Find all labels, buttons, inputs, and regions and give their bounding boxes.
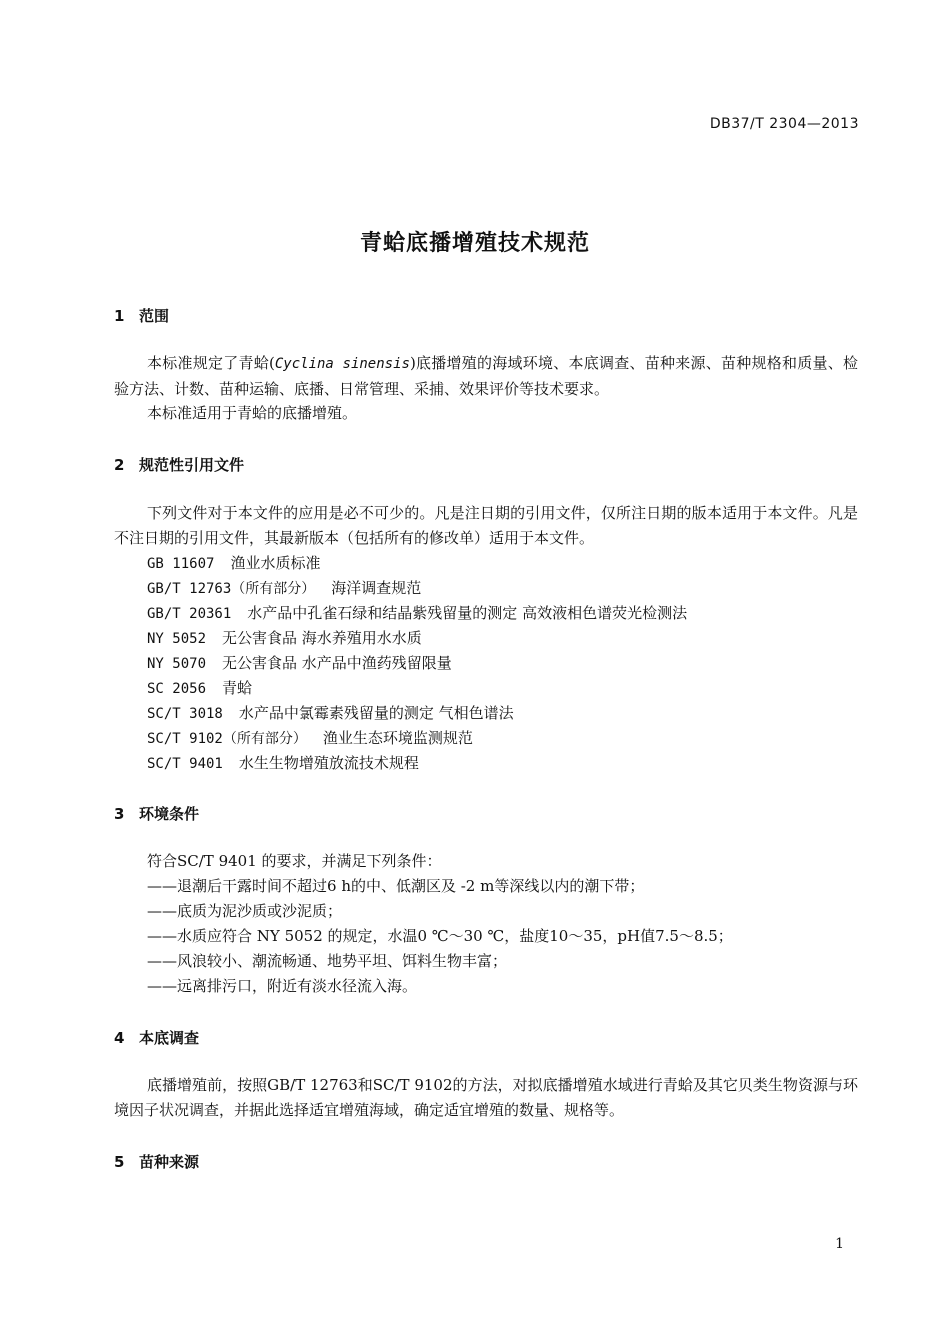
reference-item	[147, 676, 252, 702]
text-run: )底播增殖的海域环境、本底调查、苗种来源、苗种规格和质量、检验方法、计数、苗种运输、底播、日常管理、采捕、效果评价等技术要求。	[114, 354, 858, 398]
list-item: ——退潮后干露时间不超过6 h的中、低潮区及 -2 m等深线以内的潮下带；	[147, 877, 645, 895]
reference-title: 渔业生态环境监测规范	[322, 729, 473, 747]
reference-item	[147, 551, 320, 577]
paragraph: 底播增殖前，按照GB/T 12763和SC/T 9102的方法，对拟底播增殖水域进行青蛤及其它贝类生物资源与环境因子状况调查，并据此选择适宜增殖海域，确定适宜增殖的数量、规格等。	[114, 1076, 858, 1119]
section-number: 2	[114, 456, 125, 474]
paragraph: 符合SC/T 9401 的要求，并满足下列条件：	[147, 852, 442, 870]
list-item: ——水质应符合 NY 5052 的规定，水温0 ℃～30 ℃，盐度10～35，pH值7.5～8.5；	[147, 927, 733, 945]
text-run: 本标准规定了青蛤(	[147, 354, 275, 372]
section-title: 范围	[139, 307, 170, 325]
reference-title: 水产品中氯霉素残留量的测定 气相色谱法	[238, 704, 514, 722]
reference-code: SC/T 3018	[147, 706, 223, 722]
reference-code: SC/T 9401	[147, 756, 223, 772]
section-number: 1	[114, 307, 125, 325]
section-number: 5	[114, 1153, 125, 1171]
reference-item	[147, 751, 419, 777]
reference-item	[147, 626, 422, 652]
reference-title: 水产品中孔雀石绿和结晶紫残留量的测定 高效液相色谱荧光检测法	[247, 604, 688, 622]
list-item: ——底质为泥沙质或沙泥质；	[147, 902, 343, 920]
reference-title: 渔业水质标准	[230, 554, 321, 572]
page-number: 1	[835, 1236, 844, 1252]
standard-number: DB37/T 2304—2013	[709, 116, 859, 132]
section-title: 环境条件	[139, 805, 200, 823]
list-item: ——风浪较小、潮流畅通、地势平坦、饵料生物丰富；	[147, 952, 508, 970]
reference-title: 无公害食品 水产品中渔药残留限量	[222, 654, 452, 672]
paragraph	[114, 351, 858, 402]
section-heading	[114, 1151, 199, 1172]
paragraph: 本标准适用于青蛤的底播增殖。	[147, 404, 358, 422]
section-title: 苗种来源	[139, 1153, 200, 1171]
latin-name: Cyclina sinensis	[274, 356, 410, 372]
reference-item	[147, 576, 421, 602]
reference-item	[147, 701, 514, 727]
reference-item	[147, 651, 452, 677]
section-number: 4	[114, 1029, 125, 1047]
reference-title: 水生生物增殖放流技术规程	[238, 754, 419, 772]
reference-title: 无公害食品 海水养殖用水水质	[222, 629, 422, 647]
list-item: ——远离排污口，附近有淡水径流入海。	[147, 977, 418, 995]
reference-item	[147, 601, 687, 627]
reference-code: NY 5070	[147, 656, 207, 672]
section-number: 3	[114, 805, 125, 823]
section-heading	[114, 454, 244, 475]
section-title: 规范性引用文件	[139, 456, 245, 474]
reference-title: 海洋调查规范	[331, 579, 422, 597]
section-heading	[114, 803, 199, 824]
document-title: 青蛤底播增殖技术规范	[359, 231, 590, 256]
reference-title: 青蛤	[222, 679, 253, 697]
reference-code: NY 5052	[147, 631, 207, 647]
reference-code: SC 2056	[147, 681, 207, 697]
section-heading	[114, 305, 169, 326]
reference-code: SC/T 9102（所有部分）	[147, 731, 307, 747]
paragraph: 下列文件对于本文件的应用是必不可少的。凡是注日期的引用文件，仅所注日期的版本适用于本文件。凡是不注日期的引用文件，其最新版本（包括所有的修改单）适用于本文件。	[114, 504, 858, 547]
reference-code: GB/T 20361	[147, 606, 232, 622]
section-heading	[114, 1027, 199, 1048]
reference-item	[147, 726, 473, 752]
reference-code: GB 11607	[147, 556, 215, 572]
reference-code: GB/T 12763（所有部分）	[147, 581, 316, 597]
section-title: 本底调查	[139, 1029, 200, 1047]
